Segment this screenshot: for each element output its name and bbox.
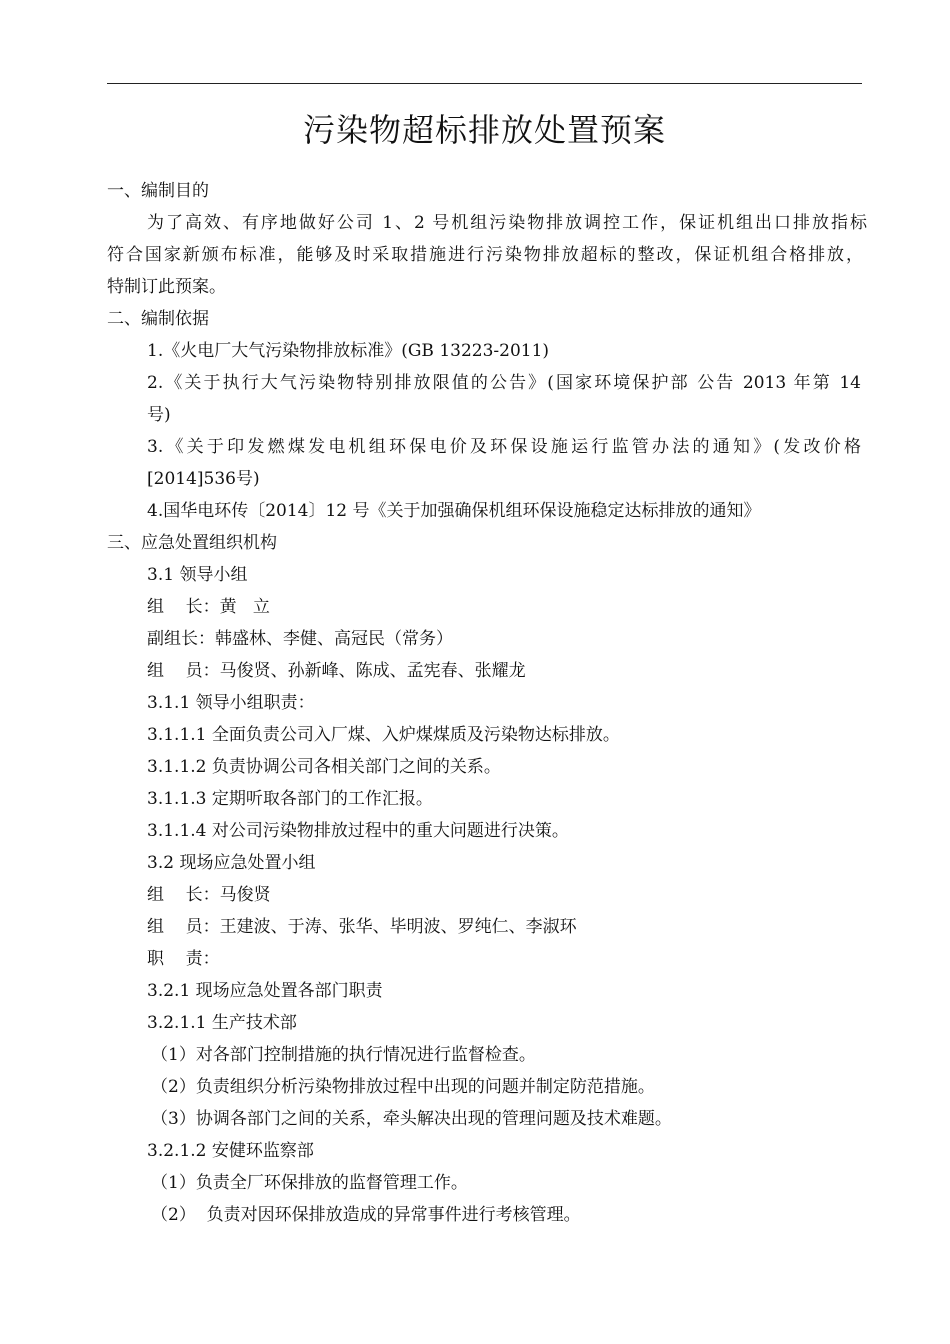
member-line: 职 责： [147,949,220,969]
subsection-heading: 3.2.1.2 安健环监察部 [147,1141,314,1161]
section-heading: 三、应急处置组织机构 [107,533,277,553]
document-body [107,175,867,1231]
member-line: 组 员：马俊贤、孙新峰、陈成、孟宪春、张耀龙 [147,661,526,681]
duty-item: （2）负责组织分析污染物排放过程中出现的问题并制定防范措施。 [151,1077,655,1097]
subsection-heading: 3.2.1 现场应急处置各部门职责 [147,981,383,1001]
member-line: 组 员：王建波、于涛、张华、毕明波、罗纯仁、李淑环 [147,917,577,937]
section-heading: 一、编制目的 [107,181,209,201]
member-line: 副组长：韩盛林、李健、高冠民（常务） [147,629,453,649]
header-rule [107,83,862,84]
reference-item: 4.国华电环传〔2014〕12 号《关于加强确保机组环保设施稳定达标排放的通知》 [147,501,761,521]
paragraph-line: 特制订此预案。 [107,277,226,297]
subsection-heading: 3.2.1.1 生产技术部 [147,1013,297,1033]
paragraph-line: 为了高效、有序地做好公司 1、2 号机组污染物排放调控工作，保证机组出口排放指标 [147,213,867,233]
subsection-heading: 3.1 领导小组 [147,565,248,585]
subsection-heading: 3.1.1 领导小组职责： [147,693,315,713]
reference-item: 1.《火电厂大气污染物排放标准》(GB 13223-2011) [147,341,550,361]
section-heading: 二、编制依据 [107,309,209,329]
document-title: 污染物超标排放处置预案 [302,111,666,149]
duty-item: 3.1.1.2 负责协调公司各相关部门之间的关系。 [147,757,501,777]
duty-item: （1）负责全厂环保排放的监督管理工作。 [151,1173,468,1193]
paragraph-line: 符合国家新颁布标准，能够及时采取措施进行污染物排放超标的整改，保证机组合格排放， [107,245,863,265]
duty-item: 3.1.1.3 定期听取各部门的工作汇报。 [147,789,433,809]
member-line: 组 长：黄 立 [147,597,270,617]
duty-item: （2） 负责对因环保排放造成的异常事件进行考核管理。 [151,1205,581,1225]
subsection-heading: 3.2 现场应急处置小组 [147,853,316,873]
reference-item: 3.《关于印发燃煤发电机组环保电价及环保设施运行监管办法的通知》(发改价格 [147,437,861,457]
duty-item: 3.1.1.1 全面负责公司入厂煤、入炉煤煤质及污染物达标排放。 [147,725,620,745]
reference-item-continued: 号) [147,405,171,425]
reference-item: 2.《关于执行大气污染物特别排放限值的公告》(国家环境保护部 公告 2013 年第 14 [147,373,861,393]
reference-item-continued: [2014]536号) [147,469,260,489]
duty-item: （1）对各部门控制措施的执行情况进行监督检查。 [151,1045,536,1065]
duty-item: 3.1.1.4 对公司污染物排放过程中的重大问题进行决策。 [147,821,569,841]
member-line: 组 长：马俊贤 [147,885,271,905]
duty-item: （3）协调各部门之间的关系，牵头解决出现的管理问题及技术难题。 [151,1109,672,1129]
